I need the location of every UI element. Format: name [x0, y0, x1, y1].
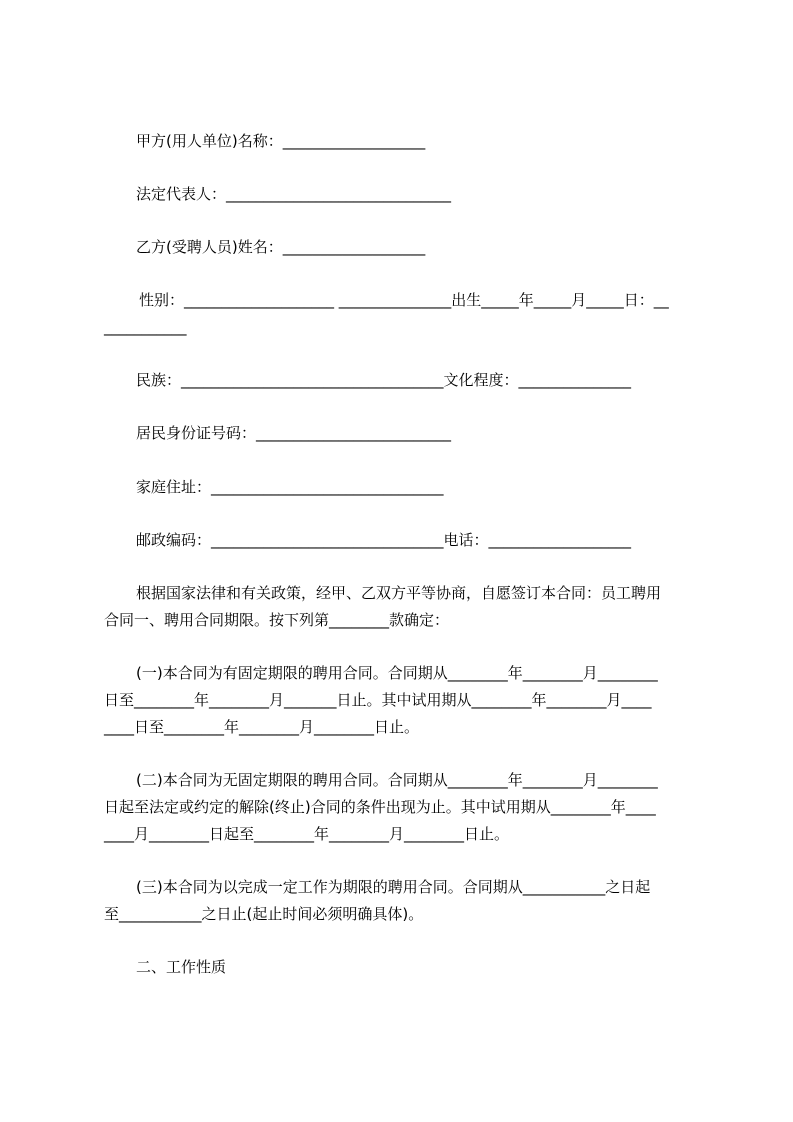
postal-phone-line: 邮政编码：_______________________________电话：___________________	[136, 531, 632, 549]
party-a-name-line: 甲方(用人单位)名称：___________________	[136, 132, 426, 150]
ethnicity-education-line: 民族：___________________________________文化程度：_______________	[136, 371, 632, 389]
clause-2-line-3: ____月________日起至________年________月________日止。	[104, 825, 510, 843]
clause-1-line-2: 日至________年________月_______日止。其中试用期从________年________月____	[104, 691, 652, 709]
clause-2-line-2: 日起至法定或约定的解除(终止)合同的条件出现为止。其中试用期从________年____	[104, 798, 656, 816]
party-b-name-line: 乙方(受聘人员)姓名：___________________	[136, 238, 426, 256]
intro-paragraph-line-1: 根据国家法律和有关政策，经甲、乙双方平等协商，自愿签订本合同：员工聘用	[136, 584, 662, 602]
clause-2-line-1: (二)本合同为无固定期限的聘用合同。合同期从________年________月________	[136, 771, 658, 789]
section-2-heading: 二、工作性质	[136, 958, 227, 976]
clause-3-line-2: 至___________之日止(起止时间必须明确具体)。	[104, 905, 424, 923]
id-number-line: 居民身份证号码：__________________________	[136, 424, 452, 442]
gender-birth-line: 性别：____________________ _______________出生_____年_____月_____日：__	[139, 291, 669, 309]
home-address-line: 家庭住址：_______________________________	[136, 478, 444, 496]
intro-paragraph-line-2: 合同一、聘用合同期限。按下列第________款确定：	[104, 611, 450, 629]
clause-3-line-1: (三)本合同为以完成一定工作为期限的聘用合同。合同期从___________之日起	[136, 878, 651, 896]
gender-birth-line-continued: ___________	[104, 318, 187, 336]
legal-representative-line: 法定代表人：______________________________	[136, 185, 452, 203]
clause-1-line-1: (一)本合同为有固定期限的聘用合同。合同期从________年________月________	[136, 664, 658, 682]
clause-1-line-3: ____日至________年________月________日止。	[104, 718, 420, 736]
